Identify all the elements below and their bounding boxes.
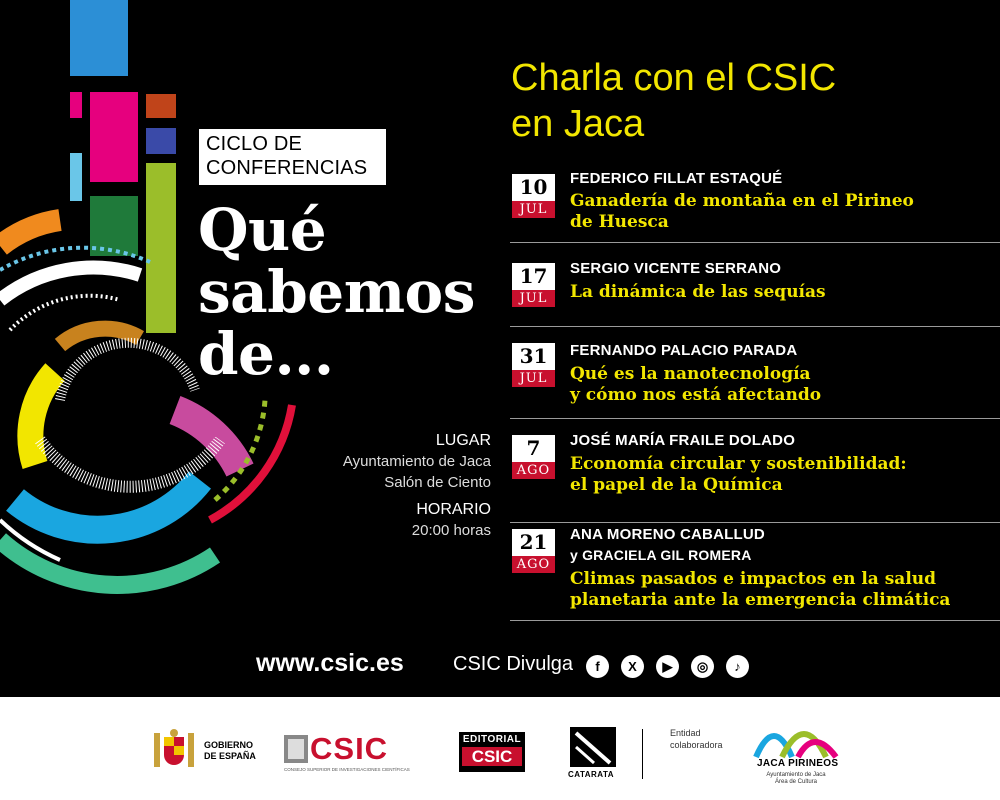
sponsor-bar [0,697,1000,800]
social-links [586,655,749,678]
csic-logo-text: CSIC [310,731,389,766]
main-title-line3: de... [198,320,334,388]
jaca-subtitle-line1: Ayuntamiento de Jaca [766,772,826,778]
header-title-line1: Charla con el CSIC [511,57,837,99]
series-label-line1: CICLO DE [206,133,303,155]
talk-topic-line2: planetaria ante la emergencia climática [570,590,951,610]
venue-info [241,430,491,541]
date-day: 21 [512,529,555,556]
csic-emblem-icon [284,735,308,763]
divulga-label: CSIC Divulga [453,653,574,675]
venue-line1: Ayuntamiento de Jaca [342,453,491,470]
header-title [511,55,836,147]
date-month: JUL [512,201,555,218]
jaca-subtitle-line2: Área de Cultura [774,779,818,785]
x-icon[interactable]: X [621,655,644,678]
facebook-icon[interactable]: f [586,655,609,678]
instagram-icon[interactable]: ◎ [691,655,714,678]
csic-subtitle: CONSEJO SUPERIOR DE INVESTIGACIONES CIENTÍFICAS [284,767,410,772]
editorial-csic-label: CSIC [462,747,522,766]
talk-topic-line2: el papel de la Química [570,475,783,495]
talk-item [510,165,1000,243]
date-badge [512,343,555,387]
talk-topic [570,364,1000,406]
date-day: 17 [512,263,555,290]
sponsor-divider [642,729,643,779]
date-month: AGO [512,462,555,479]
date-day: 31 [512,343,555,370]
tiktok-icon[interactable]: ♪ [726,655,749,678]
speaker-name: FERNANDO PALACIO PARADA [570,342,798,359]
venue-line2: Salón de Ciento [384,474,491,491]
gobierno-label [204,740,256,762]
speaker-name: FEDERICO FILLAT ESTAQUÉ [570,170,783,187]
main-title-line2: sabemos [198,258,475,326]
talk-item [510,327,1000,419]
date-month: JUL [512,370,555,387]
date-day: 7 [512,435,555,462]
talk-topic-line1: Economía circular y sostenibilidad: [570,454,907,474]
main-title-line1: Qué [198,196,327,264]
speaker-name: JOSÉ MARÍA FRAILE DOLADO [570,432,796,449]
editorial-csic-logo [459,732,525,772]
talk-topic [570,569,1000,611]
talk-topic-line1: Qué es la nanotecnología [570,364,811,384]
talk-topic-line1: Climas pasados e impactos en la salud [570,569,937,589]
gobierno-line2: DE ESPAÑA [204,751,256,761]
time-value: 20:00 horas [411,522,491,539]
website-link[interactable]: www.csic.es [256,649,404,677]
talk-topic-line2: de Huesca [570,212,669,232]
entidad-line2: colaboradora [670,740,723,750]
editorial-label: EDITORIAL [462,734,522,745]
series-label-box [199,129,386,185]
talk-topic [570,191,1000,233]
talk-topic-line2: y cómo nos está afectando [570,385,822,405]
speaker-name: ANA MORENO CABALLUD [570,526,765,543]
series-label-line2: CONFERENCIAS [206,157,368,179]
date-badge [512,174,555,218]
speaker-name-second: y GRACIELA GIL ROMERA [570,547,752,563]
youtube-icon[interactable]: ▶ [656,655,679,678]
date-badge [512,263,555,307]
date-badge [512,529,555,573]
date-month: JUL [512,290,555,307]
date-day: 10 [512,174,555,201]
header-title-line2: en Jaca [511,103,645,145]
time-label: HORARIO [416,501,491,518]
venue-label: LUGAR [435,432,491,449]
entidad-line1: Entidad [670,728,701,738]
jaca-subtitle [756,772,836,786]
talk-topic-line1: La dinámica de las sequías [570,282,826,302]
date-badge [512,435,555,479]
jaca-pirineos-logo-icon [752,713,840,759]
speaker-name: SERGIO VICENTE SERRANO [570,260,782,277]
talk-topic [570,454,1000,496]
date-month: AGO [512,556,555,573]
coat-of-arms-icon [150,727,198,775]
talk-list [510,165,1000,621]
entidad-label [670,727,723,751]
jaca-pirineos-name: JACA PIRINEOS [757,758,839,769]
talk-topic-line1: Ganadería de montaña en el Pirineo [570,191,914,211]
gobierno-line1: GOBIERNO [204,740,254,750]
talk-item [510,243,1000,327]
catarata-logo-icon [570,727,616,767]
talk-item [510,523,1000,621]
talk-topic [570,282,1000,303]
catarata-label: CATARATA [568,770,615,779]
talk-item [510,419,1000,523]
main-title [198,196,475,388]
